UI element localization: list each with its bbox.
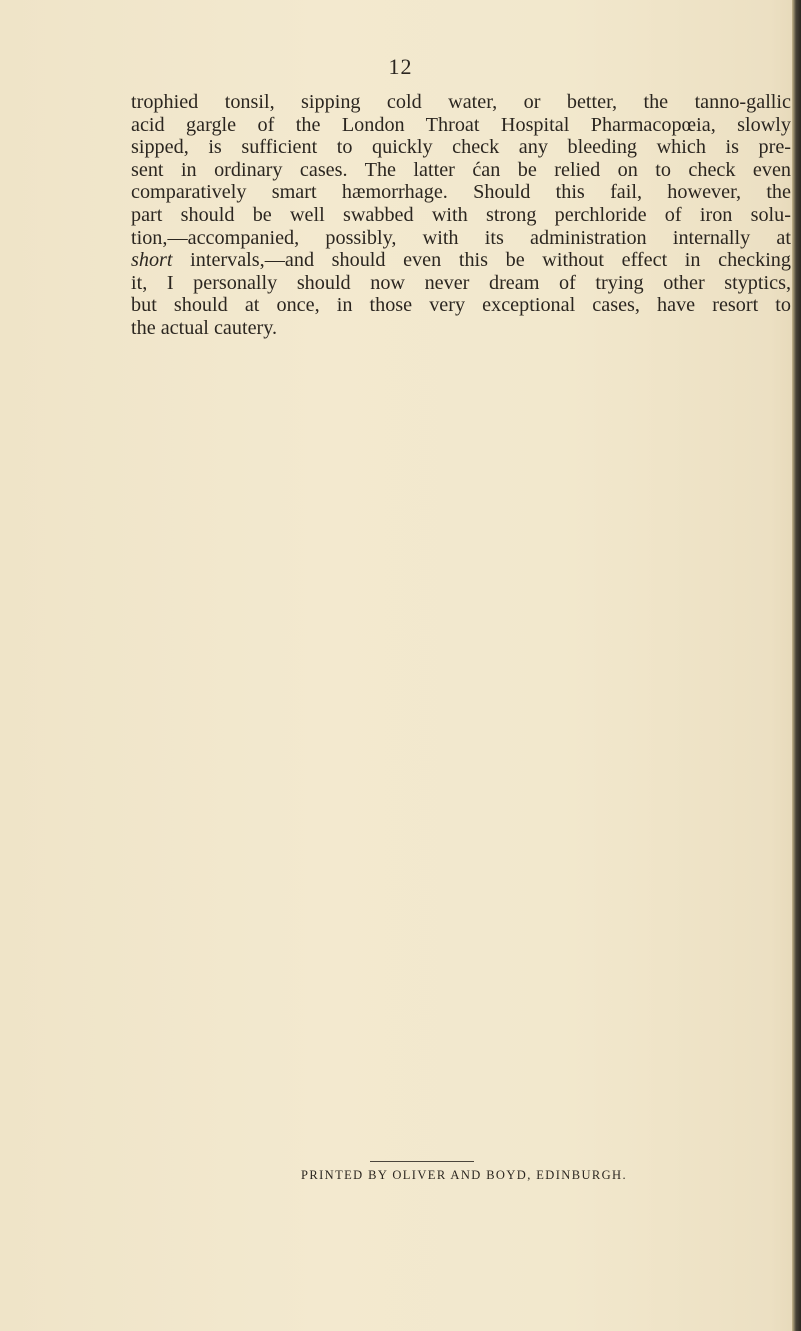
italic-word: short	[131, 249, 173, 272]
page-edge-shadow	[792, 0, 801, 1331]
text-line-6: part should be well swabbed with strong perchloride of iron solu-	[131, 203, 791, 226]
text-line-10: but should at once, in those very exceptional cases, have resort to	[131, 294, 791, 317]
text-line-11: the actual cautery.	[131, 316, 278, 339]
printer-colophon: PRINTED BY OLIVER AND BOYD, EDINBURGH.	[301, 1168, 627, 1182]
text-line-4: sent in ordinary cases. The latter ćan be relied on to check even	[131, 158, 791, 181]
text-line-2: acid gargle of the London Throat Hospital Pharmacopœia, slowly	[131, 113, 791, 136]
text-line-1: trophied tonsil, sipping cold water, or better, the tanno-gallic	[131, 91, 791, 113]
text-line-7: tion,—accompanied, possibly, with its administration internally at	[131, 226, 791, 249]
body-paragraph	[131, 91, 791, 340]
text-line-8	[131, 249, 791, 272]
text-line-9: it, I personally should now never dream of trying other styptics,	[131, 271, 791, 294]
text-line-8-rest: intervals,—and should even this be without effect in checking	[172, 249, 791, 272]
text-line-3: sipped, is sufficient to quickly check any bleeding which is pre-	[131, 136, 791, 159]
colophon-rule	[370, 1161, 474, 1162]
text-line-5: comparatively smart hæmorrhage. Should this fail, however, the	[131, 181, 791, 204]
page-number: 12	[388, 54, 413, 79]
